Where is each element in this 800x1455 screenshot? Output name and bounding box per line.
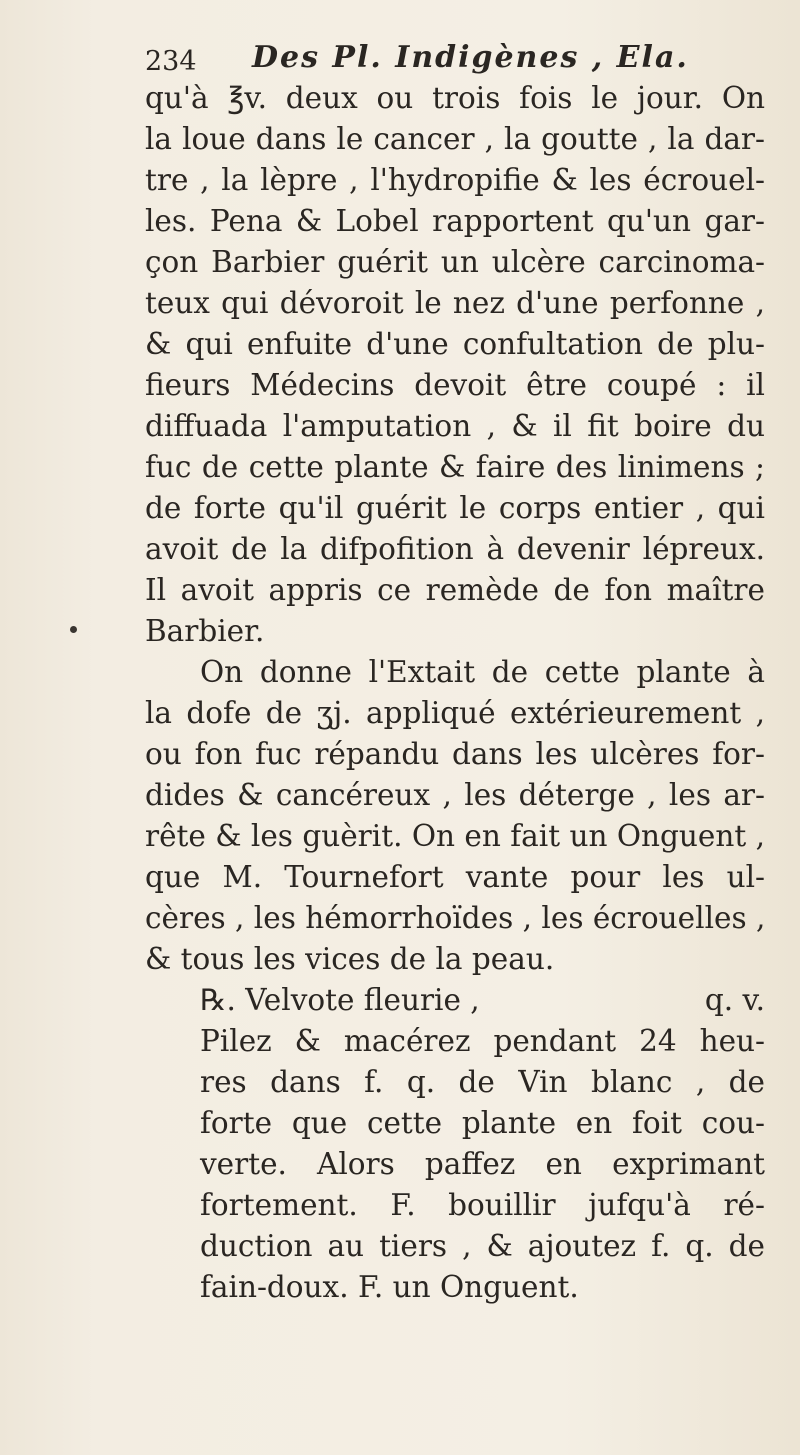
- recipe-line: fortement. F. bouillir jufqu'à ré-: [200, 1188, 765, 1222]
- text-line: Barbier.: [145, 614, 265, 648]
- text-line: cères , les hémorrhoïdes , les écrouelles ,: [145, 901, 766, 935]
- text-line: ou fon fuc répandu dans les ulcères for-: [145, 737, 765, 771]
- text-line: fieurs Médecins devoit être coupé : il: [145, 368, 765, 402]
- text-line: & tous les vices de la peau.: [145, 942, 555, 976]
- text-line: fuc de cette plante & faire des linimens ;: [145, 450, 765, 484]
- recipe-line: forte que cette plante en foit cou-: [200, 1106, 765, 1140]
- text-line: çon Barbier guérit un ulcère carcinoma-: [145, 245, 765, 279]
- text-line: On donne l'Extait de cette plante à: [200, 655, 765, 689]
- text-line: dides & cancéreux , les déterge , les ar-: [145, 778, 765, 812]
- recipe-quantity: q. v.: [704, 983, 765, 1017]
- running-title: Des Pl. Indigènes , Ela.: [252, 40, 689, 75]
- text-line: & qui enfuite d'une confultation de plu-: [145, 327, 765, 361]
- recipe-ingredient-line: [200, 980, 765, 1020]
- text-line: les. Pena & Lobel rapportent qu'un gar-: [145, 204, 765, 238]
- page-number: 234: [145, 46, 197, 77]
- text-line: diffuada l'amputation , & il fit boire du: [145, 409, 765, 443]
- text-line: la dofe de ʒj. appliqué extérieurement ,: [145, 696, 765, 730]
- text-line: avoit de la difpofition à devenir lépreux.: [145, 532, 765, 566]
- text-line: de forte qu'il guérit le corps entier , qui: [145, 491, 765, 525]
- text-line: Il avoit appris ce remède de fon maître: [145, 573, 765, 607]
- ink-speck: [70, 626, 77, 633]
- recipe-line: duction au tiers , & ajoutez f. q. de: [200, 1229, 765, 1263]
- recipe-line: verte. Alors paffez en exprimant: [200, 1147, 765, 1181]
- text-line: rête & les guèrit. On en fait un Onguent ,: [145, 819, 765, 853]
- text-line: la loue dans le cancer , la goutte , la dar-: [145, 122, 765, 156]
- text-line: qu'à ℥v. deux ou trois fois le jour. On: [145, 81, 765, 115]
- recipe-line: fain-doux. F. un Onguent.: [200, 1270, 579, 1304]
- recipe-ingredient: ℞. Velvote fleurie ,: [200, 983, 480, 1017]
- recipe-line: Pilez & macérez pendant 24 heu-: [200, 1024, 765, 1058]
- text-line: tre , la lèpre , l'hydropifie & les écrouel-: [145, 163, 765, 197]
- text-line: que M. Tournefort vante pour les ul-: [145, 860, 765, 894]
- text-line: teux qui dévoroit le nez d'une perfonne ,: [145, 286, 765, 320]
- recipe-line: res dans f. q. de Vin blanc , de: [200, 1065, 765, 1099]
